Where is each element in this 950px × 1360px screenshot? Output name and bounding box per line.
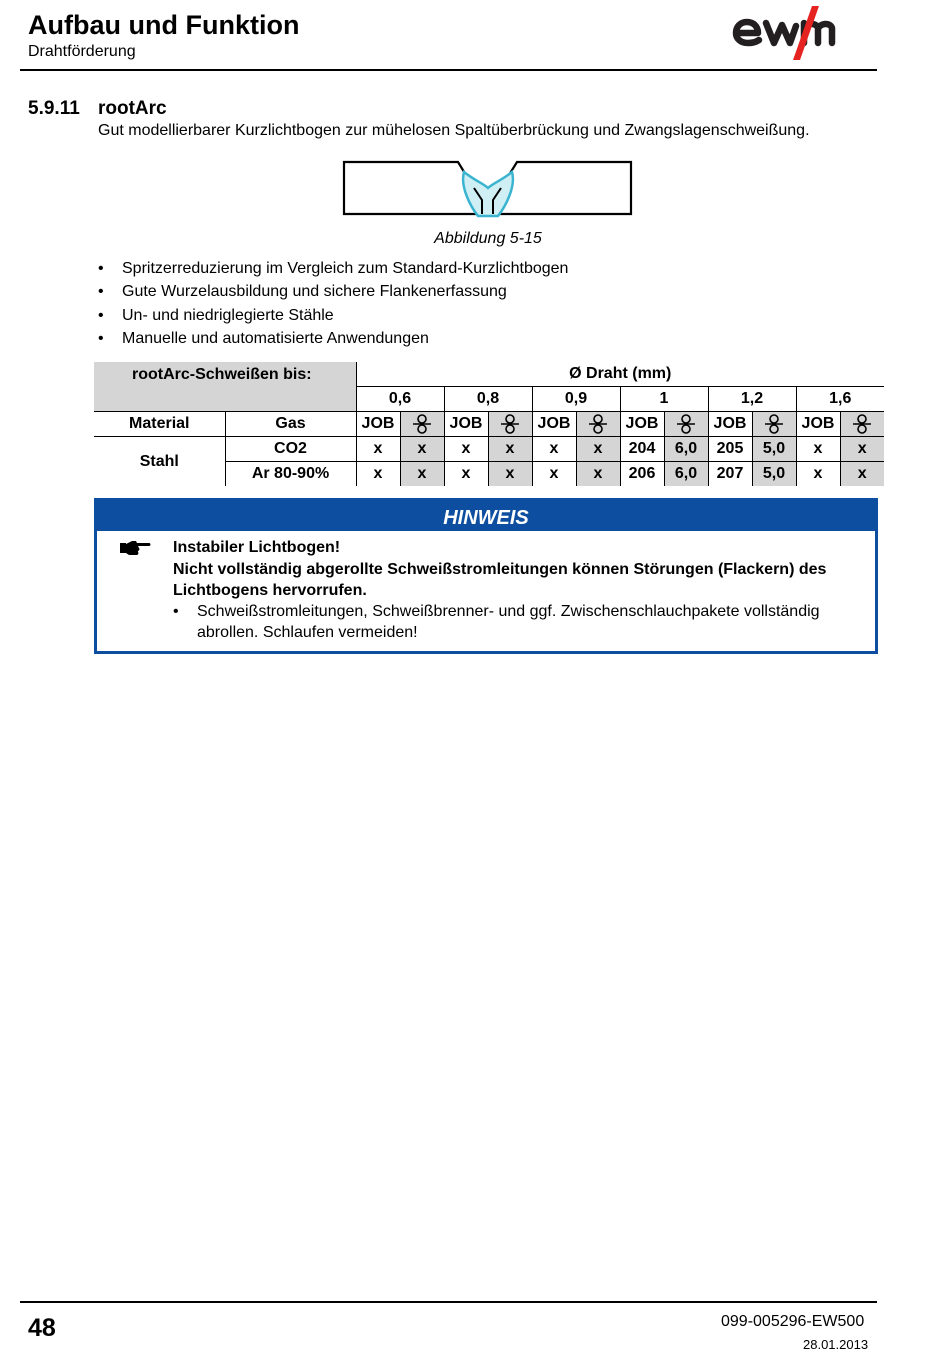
note-box bbox=[94, 498, 878, 654]
header-divider bbox=[20, 69, 877, 71]
wire-feed-speed-icon bbox=[576, 412, 620, 437]
diameter-0-9: 0,9 bbox=[532, 387, 620, 412]
table-cell: x bbox=[796, 437, 840, 462]
note-bullet bbox=[173, 602, 863, 643]
table-cell: x bbox=[444, 462, 488, 487]
table-cell: x bbox=[532, 437, 576, 462]
document-number: 099-005296-EW500 bbox=[721, 1313, 865, 1330]
table-cell: x bbox=[356, 437, 400, 462]
footer-divider bbox=[20, 1301, 877, 1303]
gas-cell: CO2 bbox=[225, 437, 356, 462]
pointing-hand-icon bbox=[119, 537, 151, 557]
table-cell: 205 bbox=[708, 437, 752, 462]
list-item: • Un- und niedriglegierte Stähle bbox=[98, 305, 568, 328]
wire-feed-speed-icon bbox=[400, 412, 444, 437]
document-date: 28.01.2013 bbox=[803, 1337, 869, 1352]
table-cell: x bbox=[576, 462, 620, 487]
table-cell: x bbox=[488, 462, 532, 487]
table-cell: 6,0 bbox=[664, 437, 708, 462]
table-cell: x bbox=[796, 462, 840, 487]
diameter-0-8: 0,8 bbox=[444, 387, 532, 412]
table-cell: 5,0 bbox=[752, 437, 796, 462]
diameter-1: 1 bbox=[620, 387, 708, 412]
ewm-logo bbox=[730, 2, 860, 62]
section-title: rootArc bbox=[98, 98, 167, 119]
table-cell: x bbox=[576, 437, 620, 462]
wire-feed-speed-icon bbox=[752, 412, 796, 437]
job-header: JOB bbox=[796, 412, 840, 437]
table-cell: x bbox=[488, 437, 532, 462]
table-cell: 5,0 bbox=[752, 462, 796, 487]
figure-caption: Abbildung 5-15 bbox=[434, 230, 542, 247]
note-text: Nicht vollständig abgerollte Schweißstromleitungen können Störungen (Flackern) des Lichtbogens hervorrufen. bbox=[173, 561, 827, 599]
table-cell: x bbox=[532, 462, 576, 487]
note-heading: HINWEIS bbox=[97, 501, 875, 531]
table-cell: x bbox=[444, 437, 488, 462]
job-header: JOB bbox=[708, 412, 752, 437]
weld-joint-diagram bbox=[342, 158, 634, 220]
diameter-header: Ø Draht (mm) bbox=[356, 362, 884, 387]
table-cell: x bbox=[400, 462, 444, 487]
table-cell: x bbox=[840, 437, 884, 462]
page-title: Aufbau und Funktion bbox=[28, 10, 300, 40]
table-cell: x bbox=[356, 462, 400, 487]
list-item: • Gute Wurzelausbildung und sichere Flankenerfassung bbox=[98, 281, 568, 304]
wire-feed-speed-icon bbox=[840, 412, 884, 437]
table-cell: 6,0 bbox=[664, 462, 708, 487]
diameter-0-6: 0,6 bbox=[356, 387, 444, 412]
diameter-1-2: 1,2 bbox=[708, 387, 796, 412]
wire-feed-speed-icon bbox=[664, 412, 708, 437]
wire-feed-speed-icon bbox=[488, 412, 532, 437]
material-header: Material bbox=[94, 412, 225, 437]
material-cell: Stahl bbox=[139, 452, 179, 470]
note-bullet-text: Schweißstromleitungen, Schweißbrenner- und ggf. Zwischenschlauchpakete vollständig abrollen. Schlaufen vermeiden! bbox=[197, 603, 820, 641]
list-item: • Spritzerreduzierung im Vergleich zum Standard-Kurzlichtbogen bbox=[98, 258, 568, 281]
job-header: JOB bbox=[532, 412, 576, 437]
table-title: rootArc-Schweißen bis: bbox=[94, 362, 356, 412]
page-number: 48 bbox=[28, 1314, 56, 1342]
job-header: JOB bbox=[444, 412, 488, 437]
section-intro: Gut modellierbarer Kurzlichtbogen zur mühelosen Spaltüberbrückung und Zwangslagenschweißung. bbox=[98, 122, 810, 139]
table-cell: 206 bbox=[620, 462, 664, 487]
diameter-1-6: 1,6 bbox=[796, 387, 884, 412]
section-number: 5.9.11 bbox=[28, 98, 80, 119]
table-cell: 207 bbox=[708, 462, 752, 487]
gas-cell: Ar 80-90% bbox=[225, 462, 356, 487]
note-title: Instabiler Lichtbogen! bbox=[173, 539, 341, 556]
job-header: JOB bbox=[620, 412, 664, 437]
gas-header: Gas bbox=[225, 412, 356, 437]
list-item: • Manuelle und automatisierte Anwendungen bbox=[98, 328, 568, 351]
rootarc-table bbox=[94, 362, 884, 486]
table-cell: x bbox=[400, 437, 444, 462]
bullet-dot: • bbox=[173, 603, 179, 620]
table-cell: x bbox=[840, 462, 884, 487]
table-cell: 204 bbox=[620, 437, 664, 462]
feature-list bbox=[98, 258, 568, 352]
job-header: JOB bbox=[356, 412, 400, 437]
page-subtitle: Drahtförderung bbox=[28, 43, 136, 60]
